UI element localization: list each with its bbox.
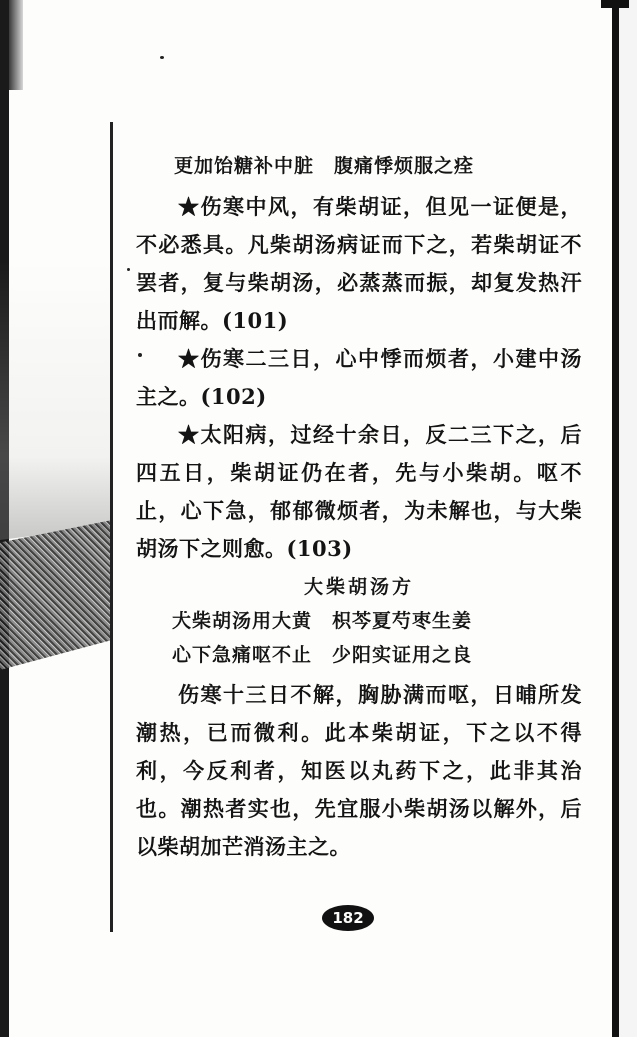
paragraph-101: ★伤寒中风，有柴胡证，但见一证便是，不必悉具。凡柴胡汤病证而下之，若柴胡证不罢者，复与柴胡汤，必蒸蒸而振，却复发热汗出而解。(101) <box>136 194 582 333</box>
section-title: 大柴胡汤方 <box>303 576 414 598</box>
scan-shadow-top-left <box>9 0 23 90</box>
page-text <box>136 152 582 866</box>
formula-verse-line-1: 大柴胡汤用大黄 枳芩夏芍枣生姜 <box>172 610 473 632</box>
formula-verse-line-2: 心下急痛呕不止 少阳实证用之良 <box>172 644 473 666</box>
page-number: 182 <box>322 905 374 931</box>
scan-edge-right <box>612 0 619 1037</box>
paragraph-102: ★伤寒二三日，心中悸而烦者，小建中汤主之。(102) <box>136 346 582 409</box>
page-edge-right <box>619 0 637 1037</box>
gutter-line <box>110 122 113 932</box>
scan-edge-right-tab <box>601 0 629 8</box>
dust-speck <box>160 56 164 59</box>
paragraph-103: ★太阳病，过经十余日，反二三下之，后四五日，柴胡证仍在者，先与小柴胡。呕不止，心下急，郁郁微烦者，为未解也，与大柴胡汤下之则愈。(103) <box>136 422 582 561</box>
binding-shadow-fade <box>0 260 110 540</box>
closing-paragraph: 伤寒十三日不解，胸胁满而呕，日晡所发潮热，已而微利。此本柴胡证，下之以不得利，今反利者，知医以丸药下之，此非其治也。潮热者实也，先宜服小柴胡汤以解外，后以柴胡加芒消汤主之。 <box>136 682 582 859</box>
verse-top: 更加饴糖补中脏 腹痛悸烦服之痊 <box>174 155 475 177</box>
dust-speck <box>127 268 130 271</box>
binding-shadow <box>0 520 112 670</box>
